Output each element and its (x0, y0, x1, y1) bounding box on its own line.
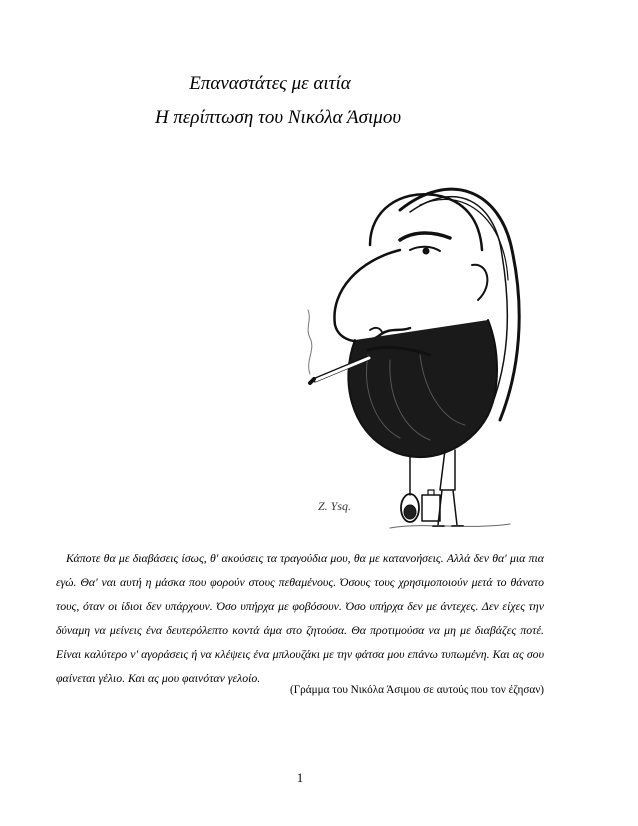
title-line-1: Επαναστάτες με αιτία (189, 73, 351, 94)
body-paragraph-block (56, 546, 544, 690)
body-paragraph: Κάποτε θα με διαβάσεις ίσως, θ' ακούσεις τα τραγούδια μου, θα με κατανοήσεις. Αλλά δεν θα' μια πια εγώ. Θα' ναι αυτή η μάσκα που φορούν στους πεθαμένους. Όσους τους χρησιμοποιούν μετά το θάνατο τους, όταν οι ίδιοι δεν υπάρχουν. Όσο υπήρχα με φοβόσουν. Όσο υπήρχα δεν με άντεχες. Δεν είχες την δύναμη να μείνεις ένα δευτερόλεπτο κοντά άμα στο ζητούσα. Θα προτιμούσα να μη με διαβάζες ποτέ. Είναι καλύτερο ν' αγοράσεις ή να κλέψεις ένα μπλουζάκι με την φάτσα μου επάνω τυπωμένη. Και ας σου φαίνεται γέλιο. Και ας μου φαινόταν γελοίο. (56, 551, 544, 685)
caricature-drawing-icon (250, 150, 560, 535)
letter-caption: (Γράμμα του Νικόλα Άσιμου σε αυτούς που τον έζησαν) (289, 684, 544, 696)
page-number: 1 (296, 771, 304, 785)
title-line-2: Η περίπτωση του Νικόλα Άσιμου (154, 107, 402, 128)
illustration-signature: Z. Ysq. (318, 499, 352, 513)
